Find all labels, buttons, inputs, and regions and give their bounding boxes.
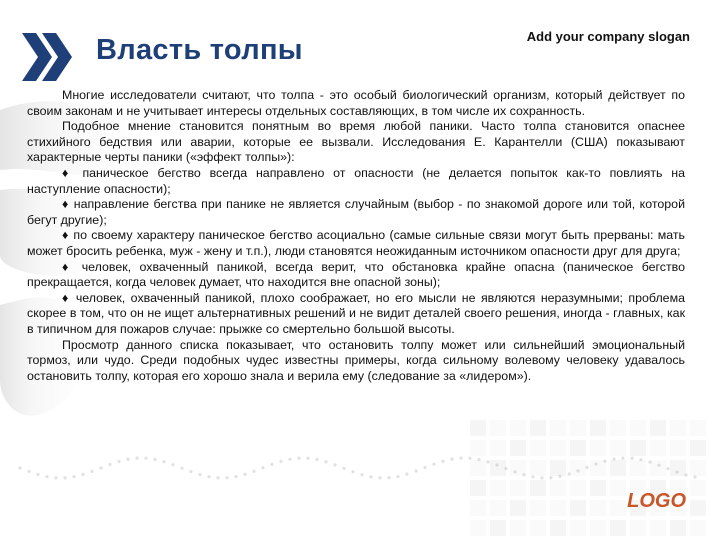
decorative-dot — [27, 470, 30, 473]
decorative-dot — [459, 456, 462, 459]
bullet-paragraph: ♦ по своему характеру паническое бегство асоциально (самые сильные связи могут быть прерваны: мать может бросить ребенка, муж - жену и т.п.), люди становятся неожиданным источником опасности друг для друга; — [27, 228, 685, 258]
decorative-square — [550, 480, 566, 496]
decorative-dot — [36, 473, 39, 476]
decorative-dot — [117, 460, 120, 463]
decorative-square — [550, 460, 566, 476]
decorative-square — [670, 440, 686, 456]
decorative-dot — [90, 470, 93, 473]
decorative-square — [470, 500, 486, 516]
decorative-dot — [324, 460, 327, 463]
decorative-square — [470, 520, 486, 536]
decorative-dot — [603, 460, 606, 463]
decorative-dot — [270, 463, 273, 466]
decorative-dot — [513, 470, 516, 473]
decorative-dot — [504, 467, 507, 470]
paragraph: Просмотр данного списка показывает, что остановить толпу может или сильнейший эмоциональный тормоз, или чудо. Среди подобных чудес известны примеры, когда сильному волевому человеку удавалось остановить толпу, которая его хорошо знала и верила ему (следование за «лидером»). — [27, 337, 685, 383]
decorative-square — [650, 420, 666, 436]
slide-title: Власть толпы — [96, 34, 303, 66]
decorative-square — [650, 440, 666, 456]
decorative-dot — [423, 466, 426, 469]
decorative-dot — [297, 457, 300, 460]
decorative-square — [690, 520, 706, 536]
decorative-square — [530, 440, 546, 456]
decorative-dot — [396, 475, 399, 478]
decorative-square — [690, 480, 706, 496]
decorative-dot — [432, 463, 435, 466]
decorative-square — [530, 420, 546, 436]
decorative-dot — [495, 463, 498, 466]
decorative-square — [490, 420, 506, 436]
decorative-dot — [369, 475, 372, 478]
decorative-dot — [207, 475, 210, 478]
decorative-dot — [288, 458, 291, 461]
decorative-dot — [252, 470, 255, 473]
decorative-square — [670, 420, 686, 436]
slide-body — [27, 88, 685, 384]
decorative-dot — [387, 476, 390, 479]
decorative-dot — [45, 475, 48, 478]
decorative-square — [590, 440, 606, 456]
decorative-square — [550, 440, 566, 456]
decorative-square — [610, 440, 626, 456]
paragraph: Многие исследователи считают, что толпа - это особый биологический организм, который действует по своим законам и не учитывает интересы отдельных составляющих, в том числе их сохранность. — [27, 88, 685, 118]
decorative-square — [470, 440, 486, 456]
decorative-square — [690, 460, 706, 476]
decorative-dot — [612, 457, 615, 460]
decorative-square — [650, 520, 666, 536]
decorative-dot — [360, 473, 363, 476]
decorative-square — [590, 520, 606, 536]
decorative-dot — [63, 476, 66, 479]
decorative-dot — [306, 457, 309, 460]
decorative-dot — [216, 476, 219, 479]
decorative-dot — [171, 463, 174, 466]
decorative-dot — [189, 470, 192, 473]
decorative-dot — [594, 462, 597, 465]
decorative-dot — [126, 458, 129, 461]
bullet-paragraph: ♦ человек, охваченный паникой, плохо соображает, но его мысли не являются неразумными; проблема скорее в том, что он не ищет альтернативных решений и не видит деталей своего решения, иногда - главных, как в типичном для пожаров случае: прыжке со смертельно большой высоты. — [27, 290, 685, 336]
decorative-square — [670, 460, 686, 476]
decorative-dot — [261, 466, 264, 469]
decorative-dot — [180, 467, 183, 470]
decorative-dot — [18, 466, 21, 469]
decorative-dot — [675, 470, 678, 473]
decorative-square — [690, 440, 706, 456]
decorative-dot — [144, 457, 147, 460]
decorative-dot — [522, 473, 525, 476]
decorative-square — [490, 500, 506, 516]
decorative-dot — [54, 476, 57, 479]
decorative-dot — [225, 476, 228, 479]
decorative-dot — [441, 460, 444, 463]
bullet-paragraph: ♦ направление бегства при панике не является случайным (выбор - по знакомой дороге или той, которой бегут другие); — [27, 197, 685, 227]
decorative-square — [590, 460, 606, 476]
decorative-dot — [234, 475, 237, 478]
decorative-square — [570, 520, 586, 536]
company-logo: LOGO — [627, 490, 686, 512]
decorative-dot — [639, 458, 642, 461]
bullet-paragraph: ♦ паническое бегство всегда направлено от опасности (не делается попыток как-то повлиять на наступление опасности); — [27, 165, 685, 196]
decorative-square — [590, 500, 606, 516]
bullet-paragraph: ♦ человек, охваченный паникой, всегда верит, что обстановка крайне опасна (паническое бегство прекращается, когда человек думает, что находится вне опасной зоны); — [27, 259, 685, 290]
company-slogan: Add your company slogan — [526, 29, 690, 44]
decorative-grid — [470, 420, 706, 536]
decorative-square — [510, 500, 526, 516]
decorative-square — [630, 460, 646, 476]
decorative-square — [530, 500, 546, 516]
decorative-square — [550, 420, 566, 436]
decorative-dot — [99, 466, 102, 469]
decorative-dot — [531, 475, 534, 478]
decorative-square — [510, 440, 526, 456]
decorative-square — [490, 480, 506, 496]
decorative-dot — [315, 458, 318, 461]
decorative-square — [570, 480, 586, 496]
decorative-square — [570, 460, 586, 476]
decorative-dot — [657, 464, 660, 467]
decorative-dot — [243, 473, 246, 476]
decorative-dot — [477, 458, 480, 461]
decorative-square — [690, 500, 706, 516]
decorative-square — [530, 520, 546, 536]
decorative-square — [610, 460, 626, 476]
decorative-dot — [549, 476, 552, 479]
decorative-square — [490, 440, 506, 456]
decorative-dot — [684, 473, 687, 476]
decorative-dot — [621, 456, 624, 459]
decorative-dot — [558, 475, 561, 478]
decorative-dot — [342, 467, 345, 470]
decorative-square — [590, 480, 606, 496]
decorative-square — [530, 460, 546, 476]
decorative-dot — [279, 460, 282, 463]
decorative-square — [550, 500, 566, 516]
decorative-dot — [405, 473, 408, 476]
decorative-square — [570, 420, 586, 436]
decorative-square — [490, 460, 506, 476]
decorative-dot — [666, 467, 669, 470]
decorative-square — [690, 420, 706, 436]
decorative-dot — [135, 457, 138, 460]
decorative-square — [630, 440, 646, 456]
decorative-square — [650, 460, 666, 476]
decorative-square — [610, 500, 626, 516]
decorative-dot — [567, 472, 570, 475]
decorative-dot — [486, 460, 489, 463]
decorative-square — [470, 480, 486, 496]
decorative-dot — [540, 476, 543, 479]
decorative-dot — [162, 460, 165, 463]
decorative-dot — [693, 475, 696, 478]
decorative-dot — [333, 463, 336, 466]
decorative-square — [510, 520, 526, 536]
paragraph: Подобное мнение становится понятным во время любой паники. Часто толпа становится опаснее стихийного бедствия или аварии, которые ее вызвали. Исследования Е. Карантелли (США) показывают характерные черты паники («эффект толпы»): — [27, 119, 685, 165]
decorative-dot — [648, 460, 651, 463]
decorative-square — [610, 480, 626, 496]
decorative-dot — [468, 457, 471, 460]
decorative-square — [510, 480, 526, 496]
decorative-dot — [81, 473, 84, 476]
decorative-square — [490, 520, 506, 536]
decorative-square — [530, 480, 546, 496]
decorative-square — [510, 420, 526, 436]
decorative-square — [610, 420, 626, 436]
decorative-square — [590, 420, 606, 436]
double-chevron-right-icon — [22, 33, 74, 81]
decorative-square — [570, 500, 586, 516]
decorative-dot — [576, 469, 579, 472]
decorative-dot — [72, 475, 75, 478]
decorative-square — [570, 440, 586, 456]
decorative-dot — [585, 466, 588, 469]
decorative-square — [470, 460, 486, 476]
decorative-square — [550, 520, 566, 536]
decorative-dot — [351, 470, 354, 473]
decorative-dot — [450, 458, 453, 461]
decorative-dot — [153, 458, 156, 461]
decorative-dot — [630, 457, 633, 460]
decorative-square — [610, 520, 626, 536]
decorative-square — [470, 420, 486, 436]
decorative-dot — [378, 476, 381, 479]
decorative-dot — [198, 473, 201, 476]
decorative-square — [630, 420, 646, 436]
decorative-square — [630, 520, 646, 536]
decorative-dot — [414, 469, 417, 472]
decorative-dot — [108, 463, 111, 466]
decorative-square — [670, 520, 686, 536]
